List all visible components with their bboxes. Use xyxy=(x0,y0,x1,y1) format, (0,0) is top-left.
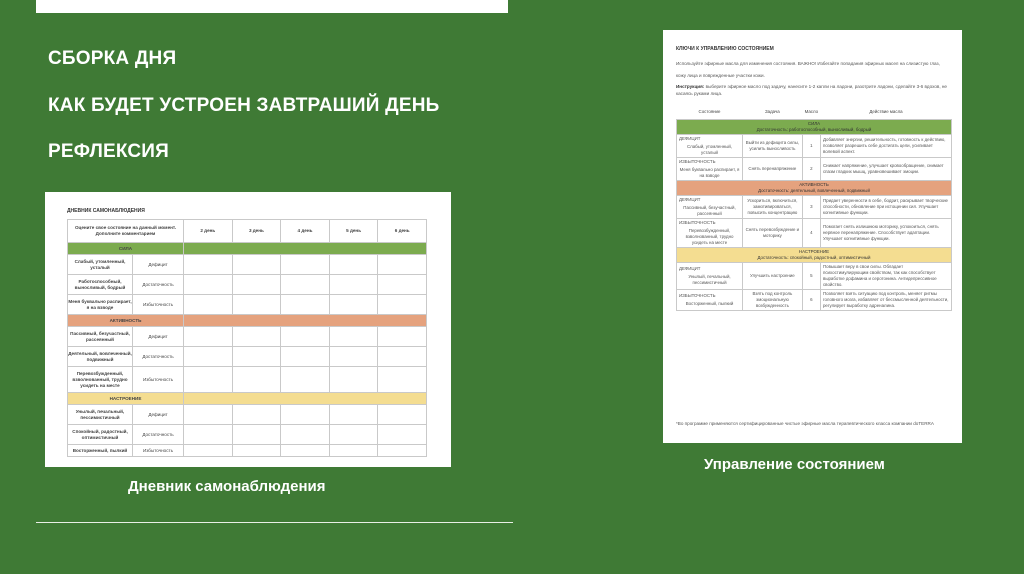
diary-empty-cell xyxy=(378,445,427,457)
keys-oil-cell: 5 xyxy=(802,263,820,290)
diary-empty-cell xyxy=(281,367,330,393)
diary-empty-cell xyxy=(281,295,330,315)
keys-level-label: ДЕФИЦИТ xyxy=(679,197,701,202)
keys-task-cell: Снять перенапряжение xyxy=(743,158,803,181)
keys-task-cell: Взять под контроль эмоциональную возбужденность xyxy=(743,290,803,311)
keys-footnote: *Во программе применяются сертифицированные чистые эфирные масла терапевтического класса компании doTERRA xyxy=(676,421,934,426)
keys-oil-cell: 6 xyxy=(802,290,820,311)
keys-section-name: АКТИВНОСТЬ xyxy=(799,182,829,187)
bottom-divider-line xyxy=(36,522,513,523)
diary-empty-cell xyxy=(329,295,378,315)
keys-section-row xyxy=(677,181,952,196)
keys-instruction-text: выберите эфирное масло под задачу, нанесите 1-2 капли на ладони, разотрите ладони, сделайте 3-6 вдохов, не касаясь руками лица. xyxy=(676,84,947,96)
diary-empty-cell xyxy=(329,275,378,295)
keys-state-cell xyxy=(677,196,743,219)
heading-day-assembly: СБОРКА ДНЯ xyxy=(48,48,177,69)
diary-state-cell: Спокойный, радостный, оптимистичный xyxy=(68,425,133,445)
keys-col-header: Действие масла xyxy=(869,109,903,114)
keys-section-name: СИЛА xyxy=(807,121,821,126)
keys-state-text: Слабый, утомленный, усталый xyxy=(686,144,733,155)
keys-oil-cell: 4 xyxy=(802,219,820,248)
keys-task-cell: Снять перевозбуждение и моторику xyxy=(743,219,803,248)
diary-state-cell: Слабый, утомленный, усталый xyxy=(68,255,133,275)
diary-empty-cell xyxy=(329,445,378,457)
diary-empty-cell xyxy=(184,275,233,295)
keys-action-cell: Придает уверенности в себе, бодрит, раскрывает творческие способности, обновление при истощении сил. Улучшает когнитивные функции. xyxy=(820,196,951,219)
diary-level-cell: Избыточность xyxy=(133,445,184,457)
diary-row xyxy=(68,295,427,315)
keys-section-row xyxy=(677,120,952,135)
diary-row xyxy=(68,327,427,347)
diary-empty-cell xyxy=(184,445,233,457)
keys-section-name: НАСТРОЕНИЕ xyxy=(798,249,830,254)
keys-section-subtitle: Достаточность: работоспособный, выносливый, бодрый xyxy=(756,127,872,132)
heading-reflection: РЕФЛЕКСИЯ xyxy=(48,141,170,162)
diary-state-cell: Перевозбужденный, взволнованный, трудно усидеть на месте xyxy=(68,367,133,393)
diary-section-fill xyxy=(184,393,427,405)
keys-level-label: ИЗБЫТОЧНОСТЬ xyxy=(679,293,716,298)
keys-state-text: Пассивный, безучастный, рассеянный xyxy=(683,205,736,216)
diary-section-row xyxy=(68,243,427,255)
keys-row xyxy=(677,158,952,181)
diary-empty-cell xyxy=(281,405,330,425)
keys-level-label: ДЕФИЦИТ xyxy=(679,266,701,271)
diary-empty-cell xyxy=(232,445,281,457)
keys-section-row xyxy=(677,248,952,263)
diary-row xyxy=(68,405,427,425)
diary-state-cell: Работоспособный, выносливый, бодрый xyxy=(68,275,133,295)
keys-state-text: Перевозбужденный, взволнованный, трудно усидеть на месте xyxy=(685,228,734,245)
diary-level-cell: Достаточность xyxy=(133,347,184,367)
diary-empty-cell xyxy=(184,367,233,393)
diary-empty-cell xyxy=(378,275,427,295)
diary-empty-cell xyxy=(232,367,281,393)
diary-empty-cell xyxy=(232,255,281,275)
diary-level-cell: Избыточность xyxy=(133,367,184,393)
diary-level-cell: Дефицит xyxy=(133,255,184,275)
diary-state-cell: Пассивный, безучастный, рассеянный xyxy=(68,327,133,347)
keys-oil-cell: 3 xyxy=(802,196,820,219)
diary-row xyxy=(68,275,427,295)
keys-oil-cell: 2 xyxy=(802,158,820,181)
diary-level-cell: Дефицит xyxy=(133,405,184,425)
keys-action-cell: Снижает напряжение, улучшает кровообращение, снимает спазм гладких мышц, уравновешивает эмоции. xyxy=(820,158,951,181)
keys-title: КЛЮЧИ К УПРАВЛЕНИЮ СОСТОЯНИЕМ xyxy=(676,46,774,52)
diary-section-fill xyxy=(184,315,427,327)
keys-state-cell xyxy=(677,219,743,248)
diary-section-label: НАСТРОЕНИЕ xyxy=(68,393,184,405)
diary-empty-cell xyxy=(329,347,378,367)
keys-intro: Используйте эфирные масла для изменения состояния. ВАЖНО! Избегайте попадания эфирных масел на слизистую глаз, кожу лица и поврежденные участки кожи. xyxy=(676,61,940,78)
keys-col-header: Состояние xyxy=(698,109,721,114)
keys-section-subtitle: Достаточность: спокойный, радостный, оптимистичный xyxy=(757,255,871,260)
keys-action-cell: Позволяет взять ситуацию под контроль, меняет ритмы головного мозга, избавляет от бессмысленной деятельности, регулирует выработку адреналина. xyxy=(820,290,951,311)
keys-instruction-label: Инструкция: xyxy=(676,84,705,89)
diary-empty-cell xyxy=(378,367,427,393)
state-management-keys-image xyxy=(663,30,962,443)
diary-empty-cell xyxy=(281,275,330,295)
self-observation-diary-image xyxy=(45,192,451,467)
keys-row xyxy=(677,290,952,311)
keys-row xyxy=(677,135,952,158)
keys-instruction xyxy=(676,83,951,97)
heading-tomorrow: КАК БУДЕТ УСТРОЕН ЗАВТРАШИЙ ДЕНЬ xyxy=(48,95,440,116)
diary-section-fill xyxy=(184,243,427,255)
keys-state-cell xyxy=(677,135,743,158)
diary-empty-cell xyxy=(378,425,427,445)
diary-empty-cell xyxy=(281,327,330,347)
keys-section-cell xyxy=(677,248,952,263)
keys-section-cell xyxy=(677,120,952,135)
keys-caption: Управление состоянием xyxy=(704,456,885,473)
diary-empty-cell xyxy=(378,255,427,275)
keys-state-text: Унылый, печальный, пессимистичный xyxy=(688,274,731,285)
diary-empty-cell xyxy=(281,445,330,457)
keys-task-cell: Выйти из дефицита силы, усилить выносливость xyxy=(743,135,803,158)
diary-empty-cell xyxy=(232,405,281,425)
keys-level-label: ИЗБЫТОЧНОСТЬ xyxy=(679,220,716,225)
diary-empty-cell xyxy=(232,327,281,347)
diary-caption: Дневник самонаблюдения xyxy=(128,478,326,495)
diary-empty-cell xyxy=(184,295,233,315)
diary-empty-cell xyxy=(329,367,378,393)
diary-day-col: 6 день xyxy=(378,220,427,243)
keys-task-cell: Улучшить настроение xyxy=(743,263,803,290)
diary-state-cell: Деятельный, вовлеченный, подвижный xyxy=(68,347,133,367)
diary-empty-cell xyxy=(329,425,378,445)
diary-state-cell: Восторженный, пылкий xyxy=(68,445,133,457)
diary-empty-cell xyxy=(378,327,427,347)
keys-oil-cell: 1 xyxy=(802,135,820,158)
diary-row xyxy=(68,347,427,367)
diary-day-col: 5 день xyxy=(329,220,378,243)
diary-row xyxy=(68,255,427,275)
diary-empty-cell xyxy=(184,347,233,367)
diary-empty-cell xyxy=(184,327,233,347)
diary-level-cell: Достаточность xyxy=(133,425,184,445)
keys-col-header: Масло xyxy=(804,109,819,114)
diary-day-col: 3 день xyxy=(232,220,281,243)
diary-header-cell: Оцените свое состояние на данный момент. Дополните комментарием xyxy=(68,220,184,243)
keys-task-cell: Ускориться, включиться, замотивироваться, повысить концентрацию xyxy=(743,196,803,219)
diary-empty-cell xyxy=(281,347,330,367)
diary-empty-cell xyxy=(281,255,330,275)
diary-row xyxy=(68,425,427,445)
diary-empty-cell xyxy=(329,327,378,347)
diary-empty-cell xyxy=(329,405,378,425)
diary-empty-cell xyxy=(184,425,233,445)
keys-row xyxy=(677,219,952,248)
keys-row xyxy=(677,196,952,219)
diary-empty-cell xyxy=(281,425,330,445)
keys-header-row xyxy=(677,105,952,120)
diary-level-cell: Дефицит xyxy=(133,327,184,347)
diary-table xyxy=(67,219,427,457)
keys-action-cell: Помогает снять излишнюю моторику, успокоиться, снять нервное перенапряжение. Способствует адаптации. Улучшает когнитивные функции. xyxy=(820,219,951,248)
keys-state-text: Восторженный, пылкий xyxy=(685,301,734,306)
diary-day-col: 2 день xyxy=(184,220,233,243)
diary-empty-cell xyxy=(232,295,281,315)
keys-state-text: Меня буквально распирает, я на взводе xyxy=(679,167,740,178)
diary-level-cell: Избыточность xyxy=(133,295,184,315)
diary-day-col: 4 день xyxy=(281,220,330,243)
diary-row xyxy=(68,445,427,457)
keys-section-subtitle: Достаточность: деятельный, вовлеченный, подвижный xyxy=(758,188,870,193)
keys-col-header: Задача xyxy=(765,109,780,114)
keys-state-cell xyxy=(677,263,743,290)
keys-action-cell: Повышает веру в свои силы. Обладает психостимулирующим свойством, так как способствует выработке дофамина и серотонина. Антидепрессивное свойство. xyxy=(820,263,951,290)
keys-level-label: ДЕФИЦИТ xyxy=(679,136,701,141)
diary-empty-cell xyxy=(184,405,233,425)
diary-empty-cell xyxy=(184,255,233,275)
keys-level-label: ИЗБЫТОЧНОСТЬ xyxy=(679,159,716,164)
diary-header-row xyxy=(68,220,427,243)
diary-section-label: АКТИВНОСТЬ xyxy=(68,315,184,327)
diary-title: ДНЕВНИК САМОНАБЛЮДЕНИЯ xyxy=(67,208,145,214)
keys-section-cell xyxy=(677,181,952,196)
diary-section-label: СИЛА xyxy=(68,243,184,255)
diary-state-cell: Унылый, печальный, пессимистичный xyxy=(68,405,133,425)
keys-row xyxy=(677,263,952,290)
diary-empty-cell xyxy=(232,275,281,295)
diary-state-cell: Меня буквально распирает, я на взводе xyxy=(68,295,133,315)
keys-state-cell xyxy=(677,158,743,181)
diary-section-row xyxy=(68,393,427,405)
diary-section-row xyxy=(68,315,427,327)
diary-empty-cell xyxy=(378,405,427,425)
keys-action-cell: Добавляет энергии, решительность, готовность к действию, позволяет разрешить себе достигать цели, усиливает волевой аспект. xyxy=(820,135,951,158)
diary-empty-cell xyxy=(232,347,281,367)
diary-level-cell: Достаточность xyxy=(133,275,184,295)
top-white-bar xyxy=(36,0,508,13)
diary-empty-cell xyxy=(232,425,281,445)
diary-empty-cell xyxy=(378,295,427,315)
diary-empty-cell xyxy=(378,347,427,367)
diary-empty-cell xyxy=(329,255,378,275)
diary-row xyxy=(68,367,427,393)
keys-state-cell xyxy=(677,290,743,311)
keys-table xyxy=(676,105,952,311)
